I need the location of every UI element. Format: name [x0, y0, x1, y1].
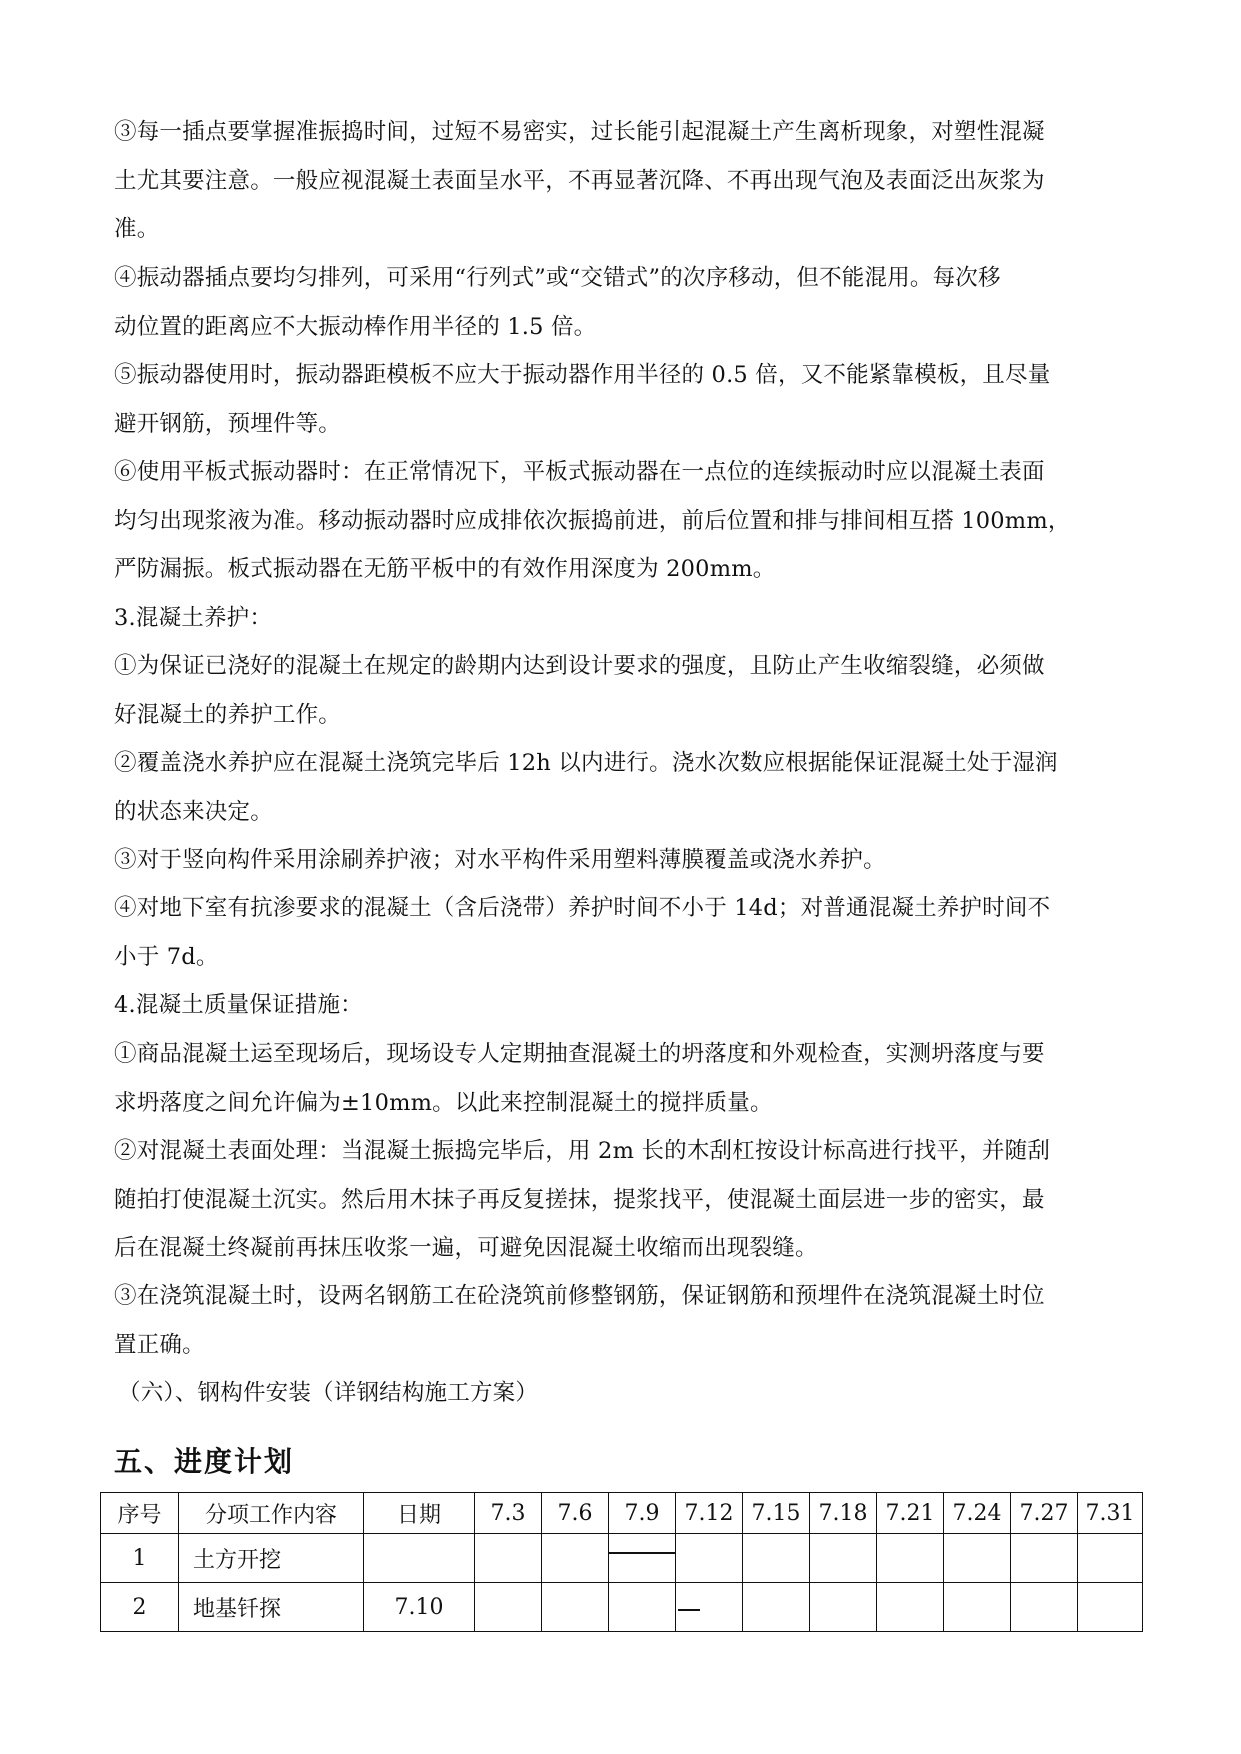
header-cell: 7.27	[1011, 1493, 1078, 1534]
task-date: 7.10	[364, 1583, 475, 1632]
header-cell: 7.9	[609, 1493, 676, 1534]
schedule-cell	[542, 1534, 609, 1583]
text-line: ③对于竖向构件采用涂刷养护液；对水平构件采用塑料薄膜覆盖或浇水养护。	[114, 847, 886, 873]
schedule-cell	[475, 1583, 542, 1632]
text-line: 4.混凝土质量保证措施：	[114, 992, 363, 1018]
header-cell: 7.31	[1078, 1493, 1143, 1534]
text-line: ③每一插点要掌握准振捣时间，过短不易密实，过长能引起混凝土产生离析现象，对塑性混凝	[114, 119, 1045, 145]
paragraph-insertion-points	[114, 254, 1132, 351]
text-line: ③在浇筑混凝土时，设两名钢筋工在砼浇筑前修整钢筋，保证钢筋和预埋件在浇筑混凝土时位	[114, 1283, 1045, 1309]
text-line: 小于 7d。	[114, 943, 219, 970]
paragraph-plate-vibrator	[114, 448, 1132, 594]
text-line: ②覆盖浇水养护应在混凝土浇筑完毕后 12h 以内进行。浇水次数应根据能保证混凝土处于湿润	[114, 750, 1058, 776]
paragraph-vertical-members	[114, 836, 1132, 885]
header-cell: 分项工作内容	[179, 1493, 364, 1534]
schedule-cell	[475, 1534, 542, 1583]
table-header-row	[101, 1493, 1143, 1534]
table-row	[101, 1534, 1143, 1583]
text-line: 的状态来决定。	[114, 798, 273, 825]
schedule-cell	[542, 1583, 609, 1632]
text-line: 后在混凝土终凝前再抹压收浆一遍，可避免因混凝土收缩而出现裂缝。	[114, 1235, 818, 1261]
text-line: 土尤其要注意。一般应视混凝土表面呈水平，不再显著沉降、不再出现气泡及表面泛出灰浆为	[114, 167, 1045, 194]
paragraph-vibrator-use	[114, 351, 1132, 448]
schedule-cell	[743, 1583, 810, 1632]
paragraph-vibration-time	[114, 108, 1132, 254]
schedule-cell	[1011, 1534, 1078, 1583]
text-line: ⑥使用平板式振动器时：在正常情况下，平板式振动器在一点位的连续振动时应以混凝土表面	[114, 459, 1045, 485]
row-number: 1	[101, 1534, 179, 1583]
text-line: ②对混凝土表面处理：当混凝土振捣完毕后，用 2m 长的木刮杠按设计标高进行找平，并随刮	[114, 1138, 1051, 1164]
schedule-cell	[1011, 1583, 1078, 1632]
text-line: ⑤振动器使用时，振动器距模板不应大于振动器作用半径的 0.5 倍，又不能紧靠模板，且尽量	[114, 362, 1051, 388]
paragraph-curing-time	[114, 884, 1132, 981]
text-line: 求坍落度之间允许偏为±10mm。以此来控制混凝土的搅拌质量。	[114, 1089, 773, 1116]
paragraph-rebar-workers	[114, 1272, 1132, 1369]
schedule-cell	[609, 1534, 676, 1583]
schedule-cell	[877, 1583, 944, 1632]
section-heading-schedule: 五、进度计划	[114, 1445, 295, 1478]
text-line: 动位置的距离应不大振动棒作用半径的 1.5 倍。	[114, 313, 597, 340]
header-cell: 日期	[364, 1493, 475, 1534]
task-date	[364, 1534, 475, 1583]
header-cell: 7.6	[542, 1493, 609, 1534]
text-line: 3.混凝土养护：	[114, 605, 273, 631]
subheading-curing	[114, 594, 1132, 643]
gantt-bar	[609, 1552, 676, 1554]
text-line: 均匀出现浆液为准。移动振动器时应成排依次振捣前进，前后位置和排与排间相互搭 100mm，	[114, 507, 1071, 534]
task-name: 土方开挖	[179, 1534, 364, 1583]
text-line: 准。	[114, 216, 160, 242]
subheading-quality	[114, 981, 1132, 1030]
schedule-cell	[1078, 1583, 1143, 1632]
header-cell: 7.21	[877, 1493, 944, 1534]
schedule-cell	[810, 1583, 877, 1632]
text-line: ①为保证已浇好的混凝土在规定的龄期内达到设计要求的强度，且防止产生收缩裂缝，必须做	[114, 653, 1045, 679]
header-cell: 序号	[101, 1493, 179, 1534]
row-number: 2	[101, 1583, 179, 1632]
subheading-steel-install	[118, 1369, 1136, 1418]
text-line: 随拍打使混凝土沉实。然后用木抹子再反复搓抹，提浆找平，使混凝土面层进一步的密实，最	[114, 1186, 1045, 1213]
text-line: ④对地下室有抗渗要求的混凝土（含后浇带）养护时间不小于 14d；对普通混凝土养护时间不	[114, 895, 1051, 921]
table-row	[101, 1583, 1143, 1632]
schedule-cell	[676, 1534, 743, 1583]
schedule-table	[100, 1492, 1143, 1632]
schedule-cell	[743, 1534, 810, 1583]
header-cell: 7.15	[743, 1493, 810, 1534]
paragraph-watering	[114, 739, 1132, 836]
text-line: （六）、钢构件安装（详钢结构施工方案）	[118, 1380, 539, 1406]
text-line: 避开钢筋，预埋件等。	[114, 410, 342, 437]
schedule-cell	[1078, 1534, 1143, 1583]
paragraph-slump-check	[114, 1030, 1132, 1127]
schedule-cell	[810, 1534, 877, 1583]
gantt-bar	[678, 1609, 700, 1611]
text-line: 置正确。	[114, 1331, 205, 1358]
text-line: 好混凝土的养护工作。	[114, 701, 342, 728]
schedule-cell	[676, 1583, 743, 1632]
task-name: 地基钎探	[179, 1583, 364, 1632]
paragraph-surface-treatment	[114, 1127, 1132, 1273]
text-line: 严防漏振。板式振动器在无筋平板中的有效作用深度为 200mm。	[114, 556, 776, 582]
header-cell: 7.12	[676, 1493, 743, 1534]
header-cell: 7.24	[944, 1493, 1011, 1534]
schedule-cell	[944, 1534, 1011, 1583]
header-cell: 7.3	[475, 1493, 542, 1534]
schedule-cell	[877, 1534, 944, 1583]
text-line: ①商品混凝土运至现场后，现场设专人定期抽查混凝土的坍落度和外观检查，实测坍落度与要	[114, 1041, 1045, 1067]
paragraph-curing-purpose	[114, 642, 1132, 739]
schedule-cell	[944, 1583, 1011, 1632]
schedule-cell	[609, 1583, 676, 1632]
text-line: ④振动器插点要均匀排列，可采用“行列式”或“交错式”的次序移动，但不能混用。每次移	[114, 265, 1001, 291]
header-cell: 7.18	[810, 1493, 877, 1534]
